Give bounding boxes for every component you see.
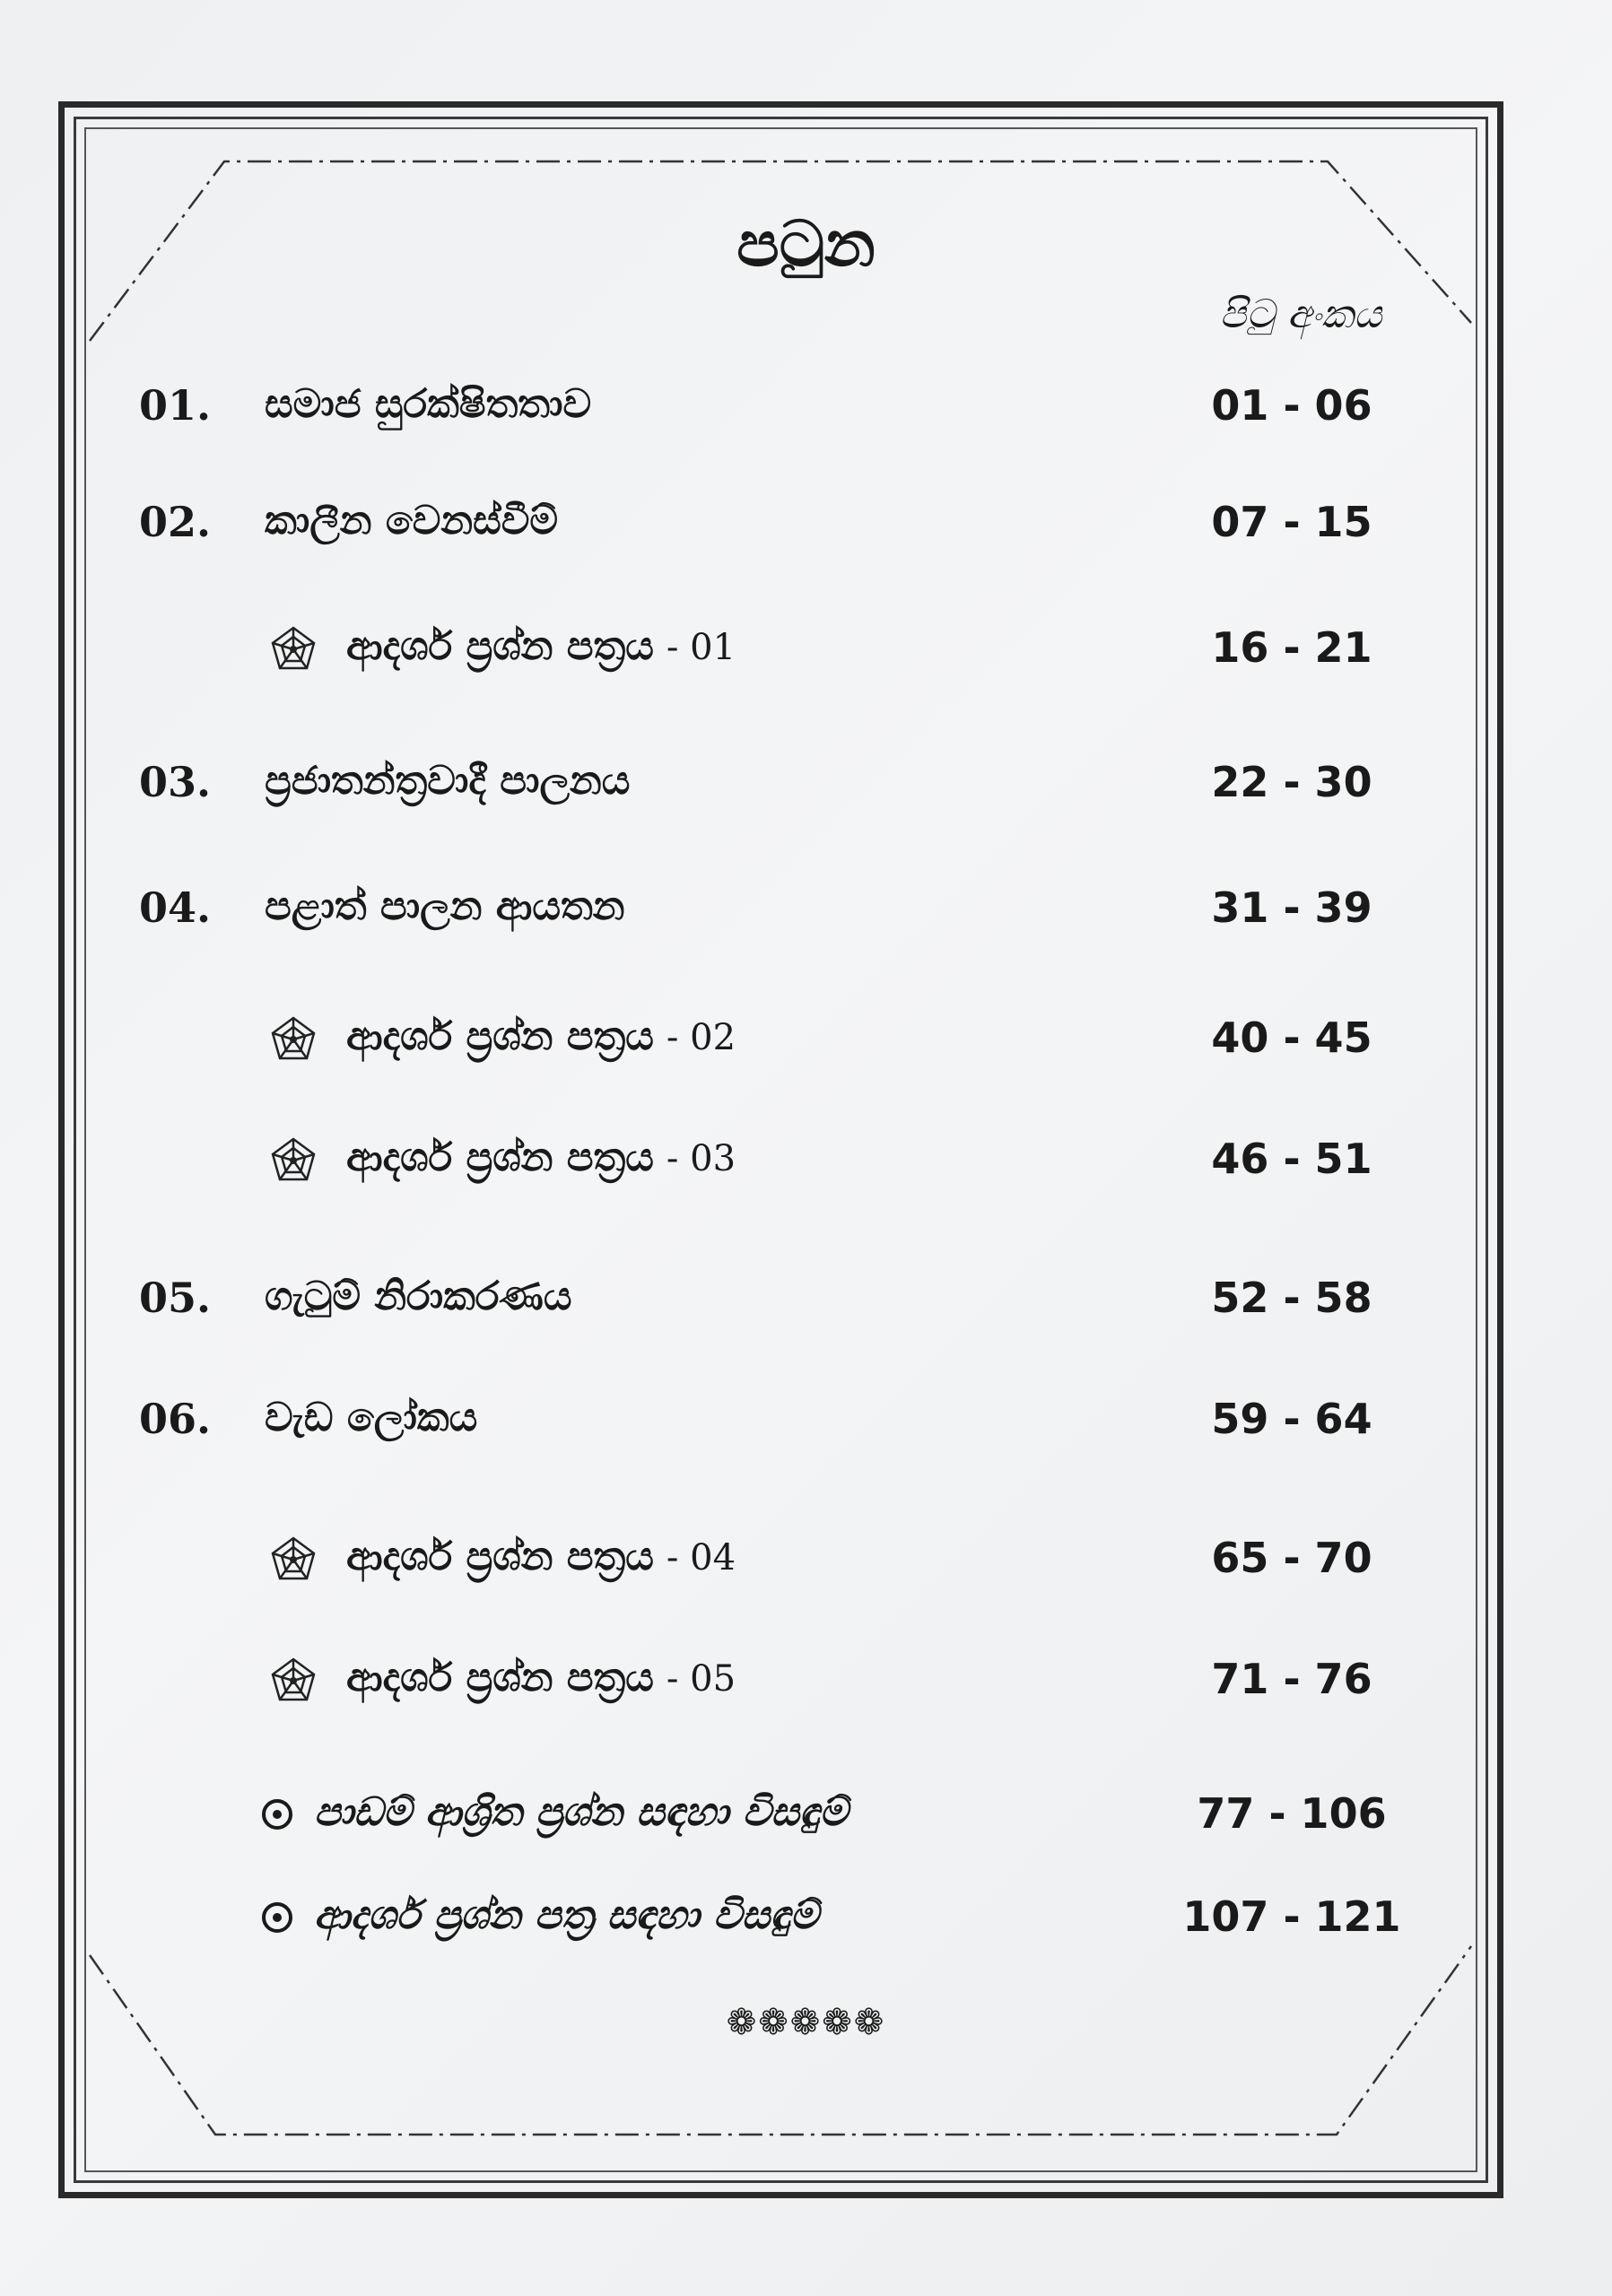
toc-entry-model-paper[interactable]: [0, 1135, 1612, 1206]
model-paper-label: ආදර්ශ ප්‍රශ්න පත්‍රය: [346, 623, 654, 669]
answers-title: පාඩම් ආශ්‍රිත ප්‍රශ්න සඳහා විසඳුම්: [314, 1789, 849, 1835]
model-paper-label: ආදර්ශ ප්‍රශ්න පත්‍රය: [346, 1013, 654, 1059]
page-range: 16 - 21: [1211, 623, 1372, 672]
chapter-title: පළාත් පාලන ආයතන: [265, 883, 625, 929]
page-range: 40 - 45: [1211, 1013, 1372, 1062]
toc-entry-answers[interactable]: [0, 1892, 1612, 1964]
toc-entry-model-paper[interactable]: [0, 623, 1612, 695]
page-range: 59 - 64: [1211, 1395, 1372, 1443]
page-range: 01 - 06: [1211, 381, 1372, 430]
web-flower-icon: [269, 1535, 318, 1584]
page-number-column-header: පිටු අංකය: [1219, 291, 1382, 337]
chapter-number: 03.: [139, 758, 212, 806]
model-paper-label: ආදර්ශ ප්‍රශ්න පත්‍රය: [346, 1135, 654, 1180]
toc-entry[interactable]: [0, 883, 1612, 955]
chapter-number: 02.: [139, 498, 212, 546]
toc-entry-model-paper[interactable]: [0, 1013, 1612, 1085]
page-range: 65 - 70: [1211, 1534, 1372, 1582]
web-flower-icon: [269, 1015, 318, 1064]
page-range: 52 - 58: [1211, 1274, 1372, 1322]
page-range: 31 - 39: [1211, 883, 1372, 932]
chapter-title: ප්‍රජාතන්ත්‍රවාදී පාලනය: [265, 758, 631, 804]
model-paper-number: - 05: [666, 1658, 736, 1700]
page-range: 77 - 106: [1197, 1789, 1387, 1838]
chapter-number: 01.: [139, 381, 212, 430]
web-flower-icon: [269, 625, 318, 674]
toc-entry[interactable]: [0, 381, 1612, 453]
toc-entry-model-paper[interactable]: [0, 1534, 1612, 1605]
web-flower-icon: [269, 1657, 318, 1705]
model-paper-number: - 03: [666, 1138, 736, 1179]
chapter-title: වැඩ ලෝකය: [265, 1395, 478, 1440]
page-range: 46 - 51: [1211, 1135, 1372, 1183]
model-paper-label: ආදර්ශ ප්‍රශ්න පත්‍රය: [346, 1534, 654, 1579]
toc-entry-answers[interactable]: [0, 1789, 1612, 1861]
model-paper-number: - 04: [666, 1537, 736, 1578]
chapter-title: සමාජ සුරක්ෂිතතාව: [265, 381, 592, 427]
model-paper-number: - 01: [666, 627, 736, 668]
chapter-number: 04.: [139, 883, 212, 932]
model-paper-number: - 02: [666, 1017, 736, 1058]
circle-dot-icon: [262, 1902, 292, 1933]
chapter-title: ගැටුම් නිරාකරණය: [265, 1274, 572, 1319]
chapter-title: කාලීන වෙනස්වීම්: [265, 498, 559, 544]
toc-entry[interactable]: [0, 1274, 1612, 1345]
page-range: 22 - 30: [1211, 758, 1372, 806]
toc-entry-model-paper[interactable]: [0, 1655, 1612, 1726]
answers-title: ආදර්ශ ප්‍රශ්න පත්‍ර සඳහා විසඳුම්: [314, 1892, 819, 1938]
toc-entry[interactable]: [0, 498, 1612, 570]
web-flower-icon: [269, 1136, 318, 1185]
chapter-number: 06.: [139, 1395, 212, 1443]
toc-entry[interactable]: [0, 758, 1612, 830]
circle-dot-icon: [262, 1799, 292, 1830]
chapter-number: 05.: [139, 1274, 212, 1322]
page-range: 07 - 15: [1211, 498, 1372, 546]
model-paper-label: ආදර්ශ ප්‍රශ්න පත්‍රය: [346, 1655, 654, 1700]
toc-entry[interactable]: [0, 1395, 1612, 1466]
page-title: පටුන: [736, 206, 876, 281]
page-range: 71 - 76: [1211, 1655, 1372, 1703]
page-range: 107 - 121: [1182, 1892, 1401, 1941]
footer-ornament: ❁❁❁❁❁: [726, 2002, 886, 2043]
